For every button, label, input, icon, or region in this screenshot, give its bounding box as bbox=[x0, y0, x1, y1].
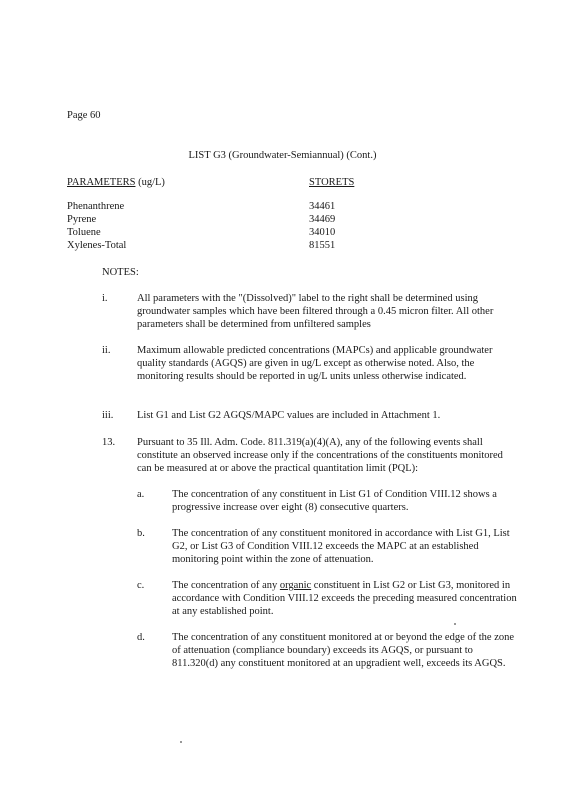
scan-speck bbox=[180, 741, 182, 743]
storets-header: STORETS bbox=[309, 177, 355, 188]
list-title: LIST G3 (Groundwater-Semiannual) (Cont.) bbox=[188, 150, 377, 161]
organic-emphasis: organic bbox=[279, 580, 312, 591]
parameter-name: Phenanthrene bbox=[67, 201, 125, 212]
note-marker: ii. bbox=[102, 345, 111, 356]
parameters-unit: (ug/L) bbox=[135, 177, 165, 188]
parameters-label: PARAMETERS bbox=[67, 177, 136, 188]
subitem-marker: b. bbox=[137, 528, 145, 539]
subitem-text: The concentration of any constituent monitored at or beyond the edge of the zone of attenuation (compliance boundary) exceeds its AGQS, or pursuant to 811.320(d) any constituent monitored at an upgradient well, exceeds its AGQS. bbox=[172, 632, 515, 669]
note-text: Maximum allowable predicted concentrations (MAPCs) and applicable groundwater quality standards (AGQS) are given in ug/L except as otherwise noted. Also, the monitoring results should be reported in ug/L units unless otherwise indicated. bbox=[137, 345, 493, 382]
parameter-name: Pyrene bbox=[67, 214, 97, 225]
parameter-storet: 34461 bbox=[309, 201, 336, 212]
note-marker: iii. bbox=[102, 410, 114, 421]
page-number: Page 60 bbox=[67, 110, 101, 121]
subitem-marker: c. bbox=[137, 580, 145, 591]
subitem-text-after: constituent in List G2 or List G3, monitored in accordance with Condition VIII.12 exceeds the preceding measured concentration at any established point. bbox=[172, 580, 517, 617]
parameters-list bbox=[67, 200, 487, 252]
parameter-storet: 81551 bbox=[309, 240, 336, 251]
parameter-row bbox=[67, 226, 487, 239]
parameter-name: Xylenes-Total bbox=[67, 240, 127, 251]
note-marker: 13. bbox=[102, 437, 116, 448]
parameter-name: Toluene bbox=[67, 227, 101, 238]
note-marker: i. bbox=[102, 293, 108, 304]
note-text: List G1 and List G2 AGQS/MAPC values are included in Attachment 1. bbox=[137, 410, 441, 421]
parameter-row bbox=[67, 200, 487, 213]
subitem-marker: d. bbox=[137, 632, 145, 643]
notes-heading: NOTES: bbox=[102, 267, 139, 278]
parameter-row bbox=[67, 239, 487, 252]
parameters-header bbox=[67, 176, 165, 189]
parameter-storet: 34469 bbox=[309, 214, 336, 225]
parameter-storet: 34010 bbox=[309, 227, 336, 238]
subitem-text: The concentration of any constituent in List G1 of Condition VIII.12 shows a progressive increase over eight (8) consecutive quarters. bbox=[172, 489, 497, 513]
subitem-text bbox=[172, 579, 517, 618]
subitem-marker: a. bbox=[137, 489, 145, 500]
note-text: Pursuant to 35 Ill. Adm. Code. 811.319(a)(4)(A), any of the following events shall constitute an observed increase only if the concentrations of the constituents monitored can be measured at or above the practical quantitation limit (PQL): bbox=[137, 437, 503, 474]
note-text: All parameters with the "(Dissolved)" label to the right shall be determined using groundwater samples which have been filtered through a 0.45 micron filter. All other parameters shall be determined from unfiltered samples bbox=[137, 293, 494, 330]
scan-speck bbox=[454, 623, 456, 625]
subitem-text-before: The concentration of any bbox=[172, 580, 280, 591]
parameter-row bbox=[67, 213, 487, 226]
subitem-text: The concentration of any constituent monitored in accordance with List G1, List G2, or List G3 of Condition VIII.12 exceeds the MAPC at an established monitoring point within the zone of attenuation. bbox=[172, 528, 510, 565]
